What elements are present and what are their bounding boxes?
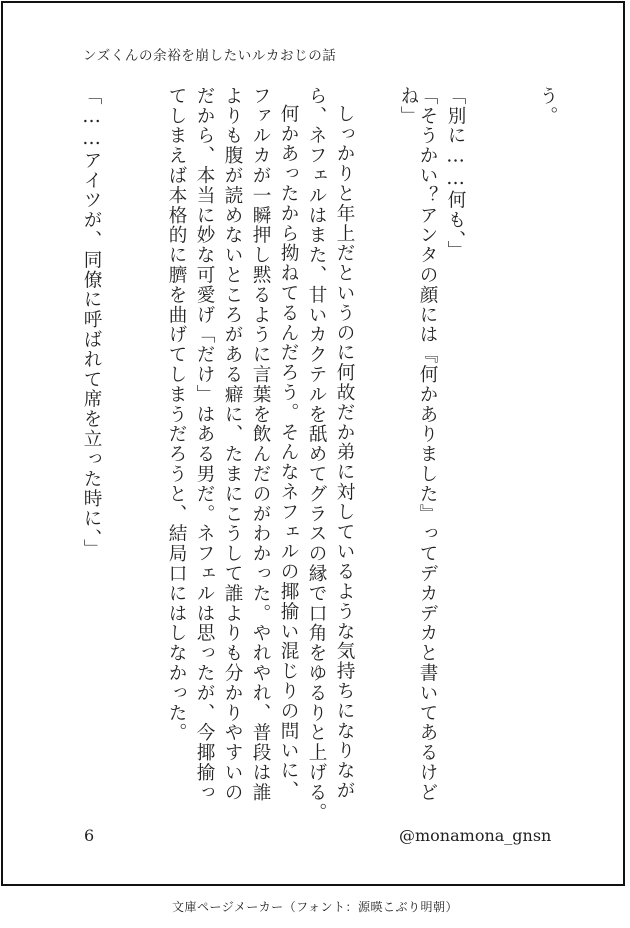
text-line [134,86,162,786]
running-title: ンズくんの余裕を崩したいルカおじの話 [83,48,337,64]
text-line: ら、ネフェルはまた、甘いカクテルを舐めてグラスの縁で口角をゆるりと上げる。 [306,86,327,823]
text-line: ファルカが一瞬押し黙るように言葉を飲んだのがわかった。やれやれ、普段は誰 [250,86,271,803]
page-number: 6 [84,826,95,845]
text-line: だから、本当に妙な可愛げ「だけ」はある男だ。ネフェルは思ったが、今揶揄っ [194,86,215,803]
text-line: 何かあったから拗ねてるんだろう。そんなネフェルの揶揄い混じりの問いに、 [278,104,299,801]
text-line: 「……アイツが、同僚に呼ばれて席を立った時に、」 [81,86,102,560]
text-line: 「別に……何も、」 [445,86,466,261]
text-line: ね」 [398,86,419,126]
text-line: しっかりと年上だというのに何故だか弟に対しているような気持ちになりなが [334,104,355,801]
text-line: てしまえば本格的に臍を曲げてしまうだろうと、結局口にはしなかった。 [166,86,187,743]
text-line: よりも腹が読めないところがある癖に、たまにこうして誰よりも分かりやすいの [222,86,243,803]
generator-caption: 文庫ページメーカー（フォント：源暎こぶり明朝） [171,900,459,914]
text-line: 「そうかい？アンタの顔には『何かありました』ってデカデカと書いてあるけど [417,86,438,803]
text-line: う。 [537,86,558,126]
author-handle: @monamona_gnsn [399,826,552,845]
